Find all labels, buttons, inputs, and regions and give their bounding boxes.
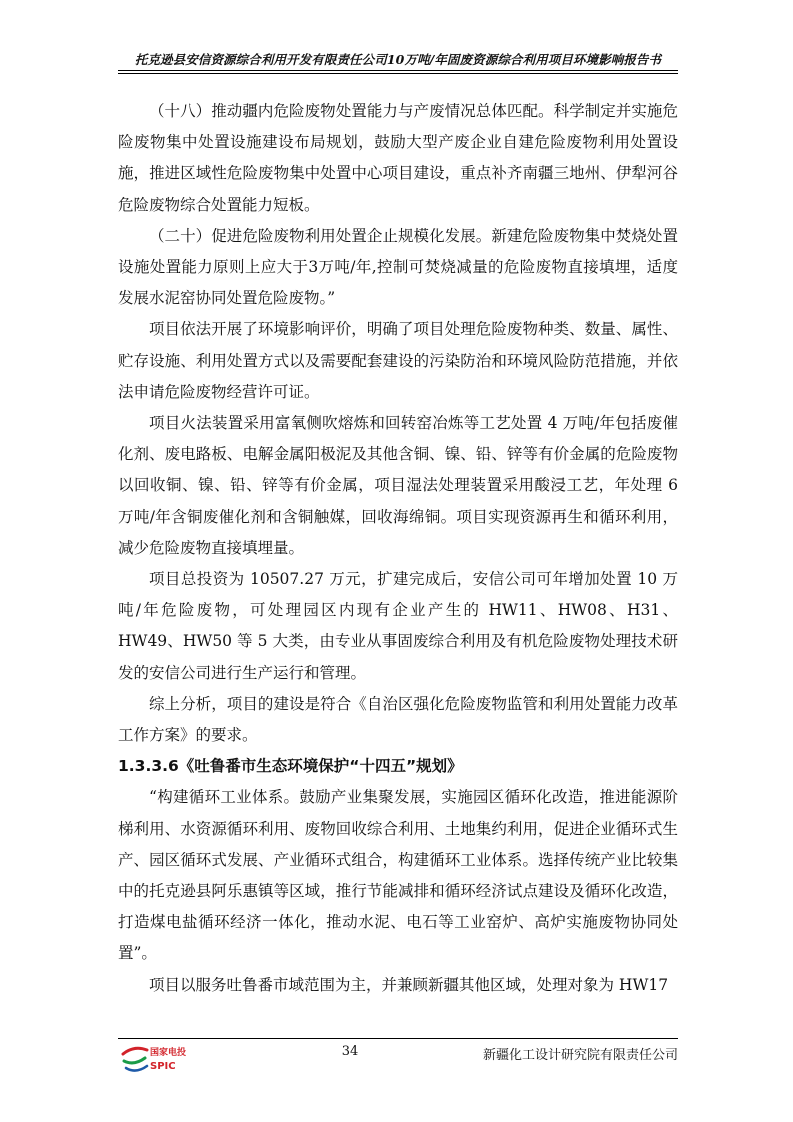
- logo-red-swoosh: [123, 1048, 147, 1054]
- header-divider: [118, 70, 678, 71]
- paragraph: 综上分析，项目的建设是符合《自治区强化危险废物监管和利用处置能力改革工作方案》的要求。: [118, 694, 678, 745]
- page-content: [118, 96, 678, 1001]
- paragraph: 项目总投资为 10507.27 万元，扩建完成后，安信公司可年增加处置 10 万吨/年危险废物，可处理园区内现有企业产生的 HW11、HW08、H31、HW49、HW50 等 5 大类，由专业从事固废综合利用及有机危险废物处理技术研发的安信公司进行生产运行和管理。: [118, 570, 679, 682]
- spic-logo-icon: [120, 1042, 190, 1076]
- paragraph: 项目以服务吐鲁番市域范围为主，并兼顾新疆其他区域，处理对象为 HW17: [149, 975, 669, 994]
- footer-company-name: 新疆化工设计研究院有限责任公司: [482, 1048, 678, 1063]
- logo-text-en: SPIC: [150, 1061, 176, 1072]
- logo-text-cn: 国家电投: [150, 1048, 187, 1058]
- footer-divider: [118, 1038, 678, 1039]
- paragraph: 项目依法开展了环境影响评价，明确了项目处理危险废物种类、数量、属性、贮存设施、利用处置方式以及需要配套建设的污染防治和环境风险防范措施，并依法申请危险废物经营许可证。: [118, 320, 678, 401]
- page-number: 34: [341, 1044, 359, 1059]
- paragraph: 项目火法装置采用富氧侧吹熔炼和回转窑冶炼等工艺处置 4 万吨/年包括废催化剂、废电路板、电解金属阳极泥及其他含铜、镍、铅、锌等有价金属的危险废物以回收铜、镍、铅、锌等有价金属，项目湿法处理装置采用酸浸工艺，年处理 6 万吨/年含铜废催化剂和含铜触媒，回收海绵铜。项目实现资源再生和循环利用，减少危险废物直接填埋量。: [118, 414, 678, 557]
- logo-blue-swoosh: [126, 1066, 147, 1071]
- page-header-title: 托克逊县安信资源综合利用开发有限责任公司10万吨/年固废资源综合利用项目环境影响报告书: [134, 52, 662, 67]
- paragraph: （十八）推动疆内危险废物处置能力与产废情况总体匹配。科学制定并实施危险废物集中处置设施建设布局规划，鼓励大型产废企业自建危险废物利用处置设施，推进区域性危险废物集中处置中心项目建设，重点补齐南疆三地州、伊犁河谷危险废物综合处置能力短板。: [118, 102, 678, 214]
- paragraph: “构建循环工业体系。鼓励产业集聚发展，实施园区循环化改造，推进能源阶梯利用、水资源循环利用、废物回收综合利用、土地集约利用，促进企业循环式生产、园区循环式发展、产业循环式组合，构建循环工业体系。选择传统产业比较集中的托克逊县阿乐惠镇等区域，推行节能减排和循环经济试点建设及循环化改造，打造煤电盐循环经济一体化，推动水泥、电石等工业窑炉、高炉实施废物协同处置”。: [118, 788, 678, 963]
- header-divider-thin: [118, 73, 678, 74]
- paragraph: （二十）促进危险废物利用处置企止规模化发展。新建危险废物集中焚烧处置设施处置能力原则上应大于3万吨/年,控制可焚烧减量的危险废物直接填埋，适度发展水泥窑协同处置危险废物。”: [118, 226, 678, 308]
- section-heading: 1.3.3.6《吐鲁番市生态环境保护“十四五”规划》: [118, 757, 463, 776]
- logo-green-swoosh: [124, 1058, 145, 1063]
